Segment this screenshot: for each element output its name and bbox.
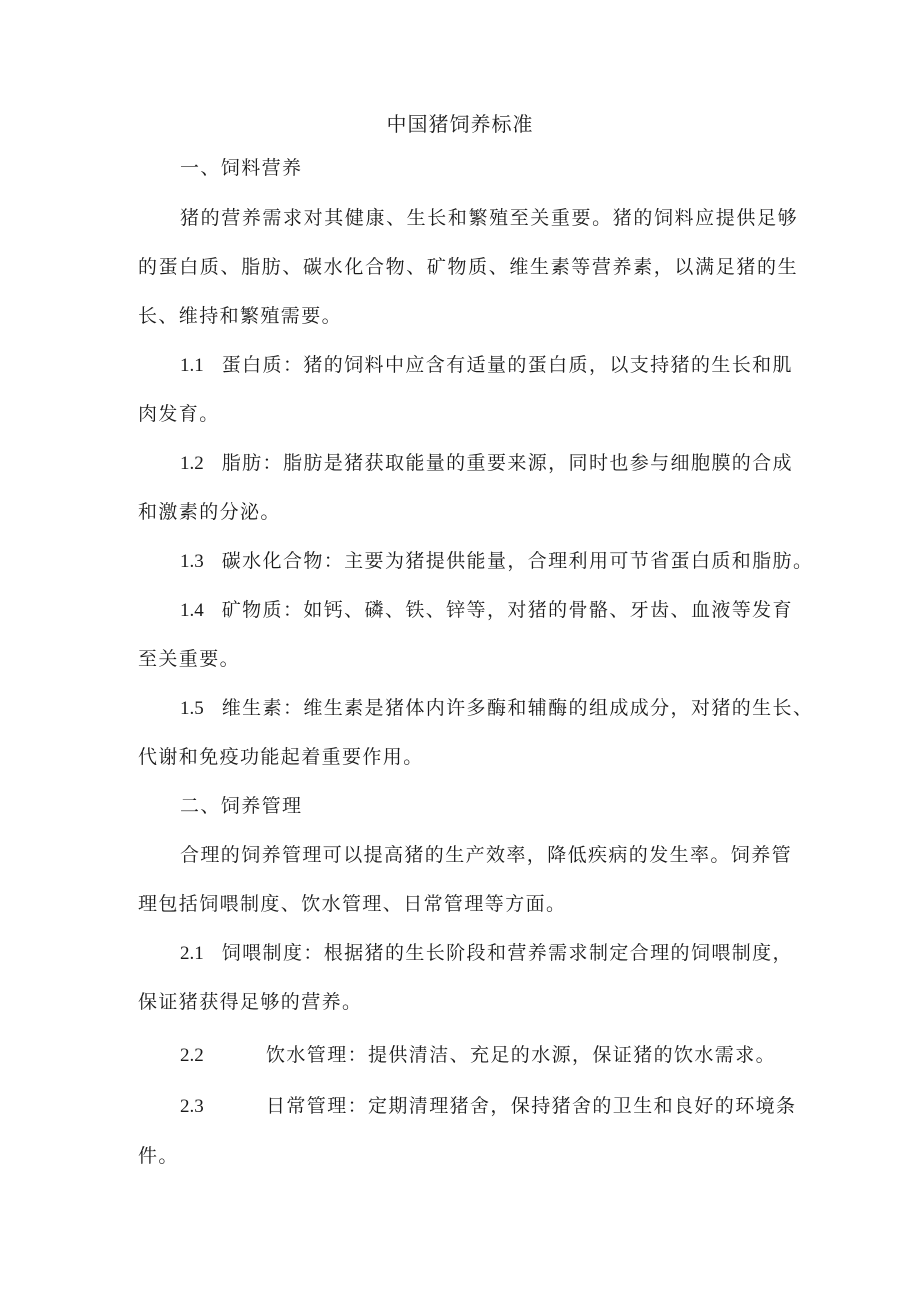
paragraph-line: 至关重要。 xyxy=(138,648,241,670)
list-item-2-1 xyxy=(180,940,793,967)
paragraph-line: 长、维持和繁殖需要。 xyxy=(138,305,343,327)
paragraph-line: 和激素的分泌。 xyxy=(138,501,281,523)
item-number: 1.5 xyxy=(180,698,204,719)
item-text: 维生素：维生素是猪体内许多酶和辅酶的组成成分，对猪的生长、 xyxy=(221,697,814,719)
paragraph-line: 代谢和免疫功能起着重要作用。 xyxy=(138,746,424,768)
section-heading-feed-nutrition: 一、饲料营养 xyxy=(180,157,303,179)
item-text: 矿物质：如钙、磷、铁、锌等，对猪的骨骼、牙齿、血液等发育 xyxy=(221,599,793,621)
paragraph-line: 的蛋白质、脂肪、碳水化合物、矿物质、维生素等营养素，以满足猪的生 xyxy=(138,256,798,278)
item-number: 1.2 xyxy=(180,453,204,474)
item-text: 日常管理：定期清理猪舍，保持猪舍的卫生和良好的环境条 xyxy=(266,1095,797,1117)
paragraph-line: 肉发育。 xyxy=(138,403,220,425)
paragraph-line: 猪的营养需求对其健康、生长和繁殖至关重要。猪的饲料应提供足够 xyxy=(180,207,798,229)
paragraph-line: 理包括饲喂制度、饮水管理、日常管理等方面。 xyxy=(138,893,567,915)
item-number: 1.1 xyxy=(180,355,204,376)
item-number: 1.3 xyxy=(180,551,204,572)
item-text: 脂肪：脂肪是猪获取能量的重要来源，同时也参与细胞膜的合成 xyxy=(221,452,793,474)
item-number: 2.2 xyxy=(180,1045,204,1066)
list-item-1-3 xyxy=(180,548,814,575)
item-text: 蛋白质：猪的饲料中应含有适量的蛋白质，以支持猪的生长和肌 xyxy=(221,354,793,376)
item-text: 碳水化合物：主要为猪提供能量，合理利用可节省蛋白质和脂肪。 xyxy=(221,550,814,572)
item-number: 1.4 xyxy=(180,600,204,621)
item-text: 饮水管理：提供清洁、充足的水源，保证猪的饮水需求。 xyxy=(266,1044,777,1066)
list-item-1-5 xyxy=(180,695,814,722)
paragraph-line: 保证猪获得足够的营养。 xyxy=(138,991,363,1013)
list-item-1-1 xyxy=(180,352,793,379)
section-heading-feeding-management: 二、饲养管理 xyxy=(180,795,303,817)
list-item-2-2 xyxy=(180,1042,840,1069)
list-item-1-4 xyxy=(180,597,793,624)
list-item-2-3 xyxy=(180,1093,797,1120)
paragraph-line: 件。 xyxy=(138,1145,179,1167)
item-number: 2.1 xyxy=(180,943,204,964)
item-number: 2.3 xyxy=(180,1096,204,1117)
item-text: 饲喂制度：根据猪的生长阶段和营养需求制定合理的饲喂制度， xyxy=(221,942,793,964)
paragraph-line: 合理的饲养管理可以提高猪的生产效率，降低疾病的发生率。饲养管 xyxy=(180,844,793,866)
document-title: 中国猪饲养标准 xyxy=(386,112,534,136)
list-item-1-2 xyxy=(180,450,793,477)
